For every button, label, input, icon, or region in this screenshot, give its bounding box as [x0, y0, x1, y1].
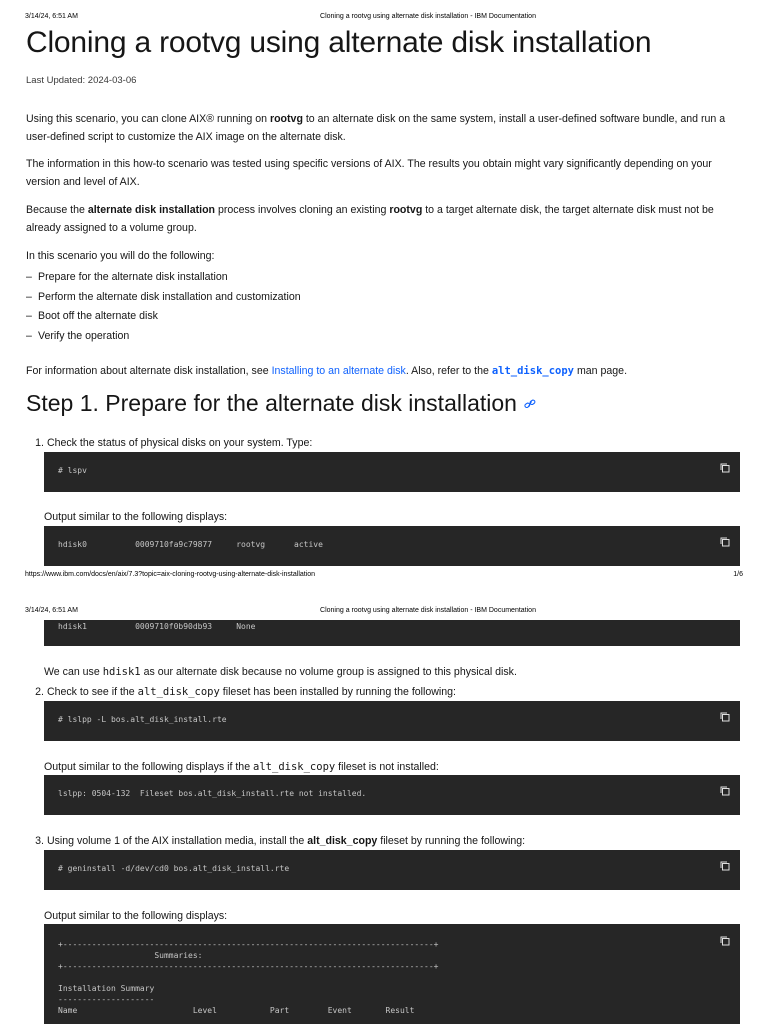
anchor-link-icon[interactable] [521, 398, 536, 412]
print-page-number: 1/6 [733, 571, 743, 578]
intro-paragraph-2: The information in this how-to scenario was tested using specific versions of AIX. The results you obtain might vary significantly depending on your version and level of AIX. [26, 158, 712, 188]
output-label-not-installed: Output similar to the following displays if the alt_disk_copy fileset is not installed: [44, 761, 439, 773]
copy-icon[interactable] [720, 936, 728, 945]
intro-paragraph-4: In this scenario you will do the following: [26, 250, 215, 262]
output-label: Output similar to the following displays: [44, 910, 228, 922]
intro-paragraph-5: For information about alternate disk installation, see Installing to an alternate disk. Also, refer to the alt_disk_copy man page. [26, 365, 628, 377]
installing-alternate-disk-link[interactable]: Installing to an alternate disk [271, 365, 406, 377]
step-item-1: 1. Check the status of physical disks on your system. Type: [35, 437, 313, 449]
copy-icon[interactable] [720, 786, 728, 795]
print-timestamp: 3/14/24, 6:51 AM [25, 13, 78, 20]
step-item-2: 2. Check to see if the alt_disk_copy fileset has been installed by running the following: [35, 686, 456, 698]
page-title: Cloning a rootvg using alternate disk installation [26, 26, 652, 59]
output-label: Output similar to the following displays: [44, 511, 228, 523]
intro-paragraph-1: Using this scenario, you can clone AIX® running on rootvg to an alternate disk on the same system, install a user-defined software bundle, and run a user-defined script to customize the AIX image on the alternate disk. [26, 113, 726, 143]
copy-icon[interactable] [720, 712, 728, 721]
step1-heading: Step 1. Prepare for the alternate disk installation [26, 390, 536, 417]
last-updated: Last Updated: 2024-03-06 [26, 75, 137, 86]
step-item-3: 3. Using volume 1 of the AIX installation media, install the alt_disk_copy fileset by running the following: [35, 835, 526, 847]
print-url: https://www.ibm.com/docs/en/aix/7.3?topic=aix-cloning-rootvg-using-alternate-disk-installation [25, 571, 316, 578]
print-doc-title: Cloning a rootvg using alternate disk installation - IBM Documentation [320, 13, 536, 20]
alt-disk-copy-man-link[interactable]: alt_disk_copy [491, 365, 575, 377]
list-item: – Boot off the alternate disk [26, 310, 158, 322]
code-block-geninstall-output: +-----------------------------------------------------------------------------+ Summaries: +-----------------------------------------------------------------------------+ Installation Summary -------------------- Name Level Part Event Result [44, 924, 740, 1024]
code-block-lspv-output-continued: hdisk1 0009710f0b90db93 None [44, 620, 740, 646]
list-item: – Perform the alternate disk installation and customization [26, 291, 301, 303]
intro-paragraph-3: Because the alternate disk installation process involves cloning an existing rootvg to a target alternate disk, the target alternate disk must not be already assigned to a volume group. [26, 204, 714, 234]
print-header [0, 13, 768, 25]
code-block-lspv: # lspv [44, 452, 740, 492]
print-header [0, 607, 768, 619]
copy-icon[interactable] [720, 463, 728, 472]
copy-icon[interactable] [720, 537, 728, 546]
code-block-lslpp-output: lslpp: 0504-132 Fileset bos.alt_disk_install.rte not installed. [44, 775, 740, 815]
alternate-disk-note: We can use hdisk1 as our alternate disk because no volume group is assigned to this physical disk. [44, 666, 517, 678]
copy-icon[interactable] [720, 861, 728, 870]
list-item: – Verify the operation [26, 330, 130, 342]
print-doc-title: Cloning a rootvg using alternate disk installation - IBM Documentation [320, 607, 536, 614]
code-block-lslpp: # lslpp -L bos.alt_disk_install.rte [44, 701, 740, 741]
print-timestamp: 3/14/24, 6:51 AM [25, 607, 78, 614]
code-block-lspv-output: hdisk0 0009710fa9c79877 rootvg active [44, 526, 740, 566]
code-block-geninstall: # geninstall -d/dev/cd0 bos.alt_disk_install.rte [44, 850, 740, 890]
list-item: – Prepare for the alternate disk installation [26, 271, 228, 283]
